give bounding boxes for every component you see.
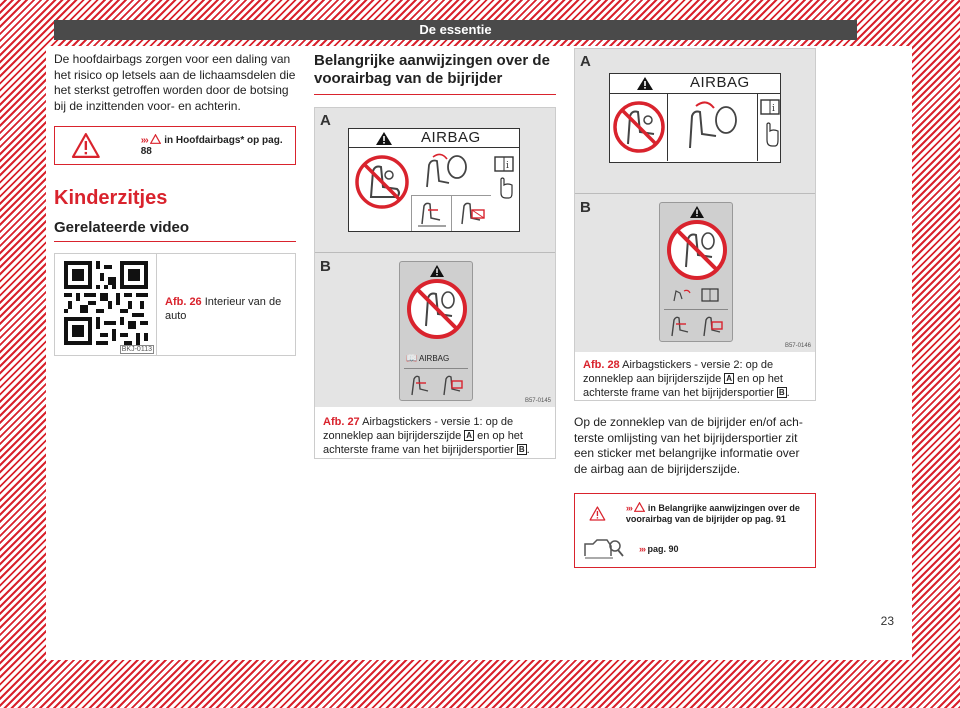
child-seat-icon [664, 310, 696, 340]
sticker-cell-2 [668, 94, 758, 161]
page-header: De essentie [54, 20, 857, 40]
warning-triangle-icon [636, 76, 654, 91]
arrows-icon: ››› [625, 502, 632, 513]
airbag-deploy-icon [668, 94, 758, 160]
badge-b: B [778, 388, 785, 397]
warning-link[interactable] [626, 502, 815, 525]
qr-code-icon[interactable] [64, 261, 148, 345]
no-rear-facing-child-seat-icon [666, 219, 728, 281]
note-link-text: pag. 90 [647, 544, 679, 554]
no-rear-facing-child-seat-icon [353, 153, 411, 211]
subsection-title: Gerelateerde video [54, 219, 190, 236]
figure-26 [54, 253, 296, 356]
divider [314, 94, 556, 95]
figure-caption [315, 407, 555, 457]
panel-separator [315, 252, 555, 253]
sticker-a-title: AIRBAG [421, 129, 481, 146]
page-number: 23 [880, 614, 894, 628]
child-seat-cell-2 [451, 195, 491, 231]
figure-caption [575, 352, 815, 400]
sticker-cell-1 [610, 94, 668, 161]
figure-code: B57-0145 [524, 398, 551, 404]
figure-28 [574, 48, 816, 401]
arrows-icon: ››› [639, 544, 645, 554]
figure-image [315, 108, 555, 407]
caption-text: Airbagstickers - versie 2: op de zonneklep aan bijrijderszijde [583, 359, 774, 385]
panel-label-a: A [320, 112, 331, 129]
warning-box [54, 126, 296, 165]
sticker-b-label [406, 353, 449, 364]
arrows-icon: ››› [140, 135, 148, 146]
caption-end: . [786, 387, 790, 399]
sticker-a-header [610, 74, 780, 94]
warning-link-text: in Hoofdairbags* op pag. 88 [140, 135, 283, 157]
airbag-book-icon [670, 287, 724, 303]
book-info-icon [493, 155, 515, 201]
warning-link-text: in Belangrijke aanwijzingen over de voorairbag van de bijrijder op pag. 91 [625, 502, 800, 524]
panel-label-b: B [320, 258, 331, 275]
figure-27 [314, 107, 556, 459]
no-rear-facing-child-seat-icon [610, 94, 668, 160]
panel-label-a: A [580, 53, 591, 70]
caption-text-2: en op het achterste frame van het bijrijdersportier [583, 373, 783, 399]
figure-label: Afb. 27 [323, 416, 360, 428]
qr-panel [55, 254, 157, 355]
warning-triangle-small-icon [150, 134, 161, 144]
figure-code: BKJ-0113 [121, 346, 152, 353]
airbag-deploy-icon [419, 151, 471, 191]
panel-separator [575, 193, 815, 194]
column-3 [574, 48, 816, 568]
child-seat-airbag-icon [696, 310, 728, 340]
note-link[interactable] [639, 544, 679, 554]
badge-b: B [518, 445, 525, 454]
caption-text-2: en op het achterste frame van het bijrijdersportier [323, 430, 523, 456]
sticker-a-header [349, 129, 519, 148]
section-heading: Belangrijke aanwijzingen over de voorairbag van de bijrijder [314, 52, 550, 87]
caption-end: . [526, 444, 530, 456]
body-paragraph: Op de zonneklep van de bijrijder en/of achterste omlijsting van het bijrijdersportier zit een sticker met belangrijke informatie over de airbag aan de bijrijderszijde. [574, 415, 803, 476]
sticker-b-cells [404, 368, 468, 398]
figure-label: Afb. 26 [165, 295, 202, 308]
warning-triangle-small-icon [634, 502, 645, 512]
sticker-b-cells [664, 309, 728, 339]
car-note-icon [583, 536, 625, 562]
warning-triangle-icon [71, 132, 101, 159]
book-info-icon: 📖 [406, 353, 418, 363]
figure-label: Afb. 28 [583, 359, 620, 371]
sticker-a-title: AIRBAG [690, 74, 750, 91]
caption-text: Airbagstickers - versie 1: op de zonneklep aan bijrijderszijde [323, 416, 514, 442]
warning-row [575, 494, 815, 532]
sticker-b [659, 202, 733, 342]
column-1 [54, 52, 296, 356]
panel-label-b: B [580, 199, 591, 216]
section-title: Kinderzitjes [54, 187, 168, 209]
warning-triangle-icon [375, 131, 393, 146]
badge-a: A [466, 431, 473, 440]
book-info-icon [760, 98, 780, 156]
child-seat-icon [404, 369, 436, 399]
note-row [575, 532, 815, 566]
figure-caption [157, 254, 295, 355]
svg-text:i: i [772, 104, 775, 114]
warning-link[interactable] [141, 134, 295, 157]
sticker-a [609, 73, 781, 163]
figure-code: B57-0146 [784, 343, 811, 349]
intro-paragraph: De hoofdairbags zorgen voor een daling van het risico op letsels aan de lichaamsdelen die het sterkst getroffen worden door de botsing bij de inzittenden voor- en achterin. [54, 52, 296, 113]
warning-triangle-icon [429, 264, 445, 278]
sticker-b-title: AIRBAG [419, 354, 450, 363]
sticker-a [348, 128, 520, 232]
column-2 [314, 52, 556, 459]
sticker-b [399, 261, 473, 401]
divider [54, 241, 296, 242]
badge-a: A [726, 374, 733, 383]
warning-triangle-icon [689, 205, 705, 219]
no-rear-facing-child-seat-icon [406, 278, 468, 340]
warning-note-box [574, 493, 816, 568]
child-seat-airbag-icon [436, 369, 468, 399]
svg-text:i: i [506, 161, 509, 171]
child-seat-cell-1 [411, 195, 451, 231]
figure-image [575, 49, 815, 352]
figure-caption-text: Interieur van de auto [165, 295, 282, 322]
warning-triangle-icon [589, 500, 606, 527]
